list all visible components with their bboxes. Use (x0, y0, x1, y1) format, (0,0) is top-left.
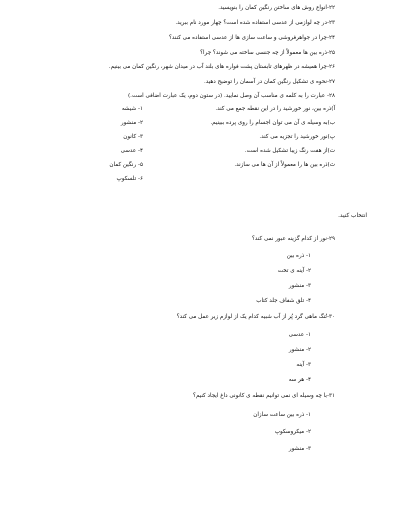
mcq-30-question: ۳۰-تُنگ ماهی گرد پُر از آب شبیه کدام یک از لوازم زیر عمل می کند؟ (176, 314, 335, 320)
mcq-30-option-1: ۱- عدسی (288, 332, 311, 338)
mcq-29-option-1: ۱- ذره بین (286, 253, 311, 259)
mcq-30-option-3: ۳- آینه (296, 362, 311, 368)
matching-term-5: ۵- رنگین کمان (109, 162, 143, 168)
question-23: ۲۳-در چه لوازمی از عدسی استفاده شده است؟ چهار مورد نام ببرید. (175, 20, 335, 26)
matching-phrase-b: ب)به وسیله ی آن می توان اجسام را روی پرده ببینیم. (210, 120, 335, 126)
question-25: ۲۵-ذره بین ها معمولاً از چه جنسی ساخته می شوند؟ چرا؟ (200, 50, 335, 56)
matching-phrase-e: ث)ذره بین ها را معمولاً از آن ها می سازند. (234, 162, 335, 168)
mcq-29-option-3: ۳- منشور (288, 283, 311, 289)
mcq-30-option-4: ۴- هر سه (288, 377, 311, 383)
mcq-29-question: ۲۹-نور از کدام گزینه عبور نمی کند؟ (251, 236, 335, 242)
mcq-31-option-2: ۲- میکروسکوپ (274, 429, 311, 435)
matching-term-1: ۱- شیشه (121, 106, 143, 112)
question-24: ۲۴-چرا در جواهرفروشی و ساعت سازی ها از عدسی استفاده می کنند؟ (168, 35, 335, 41)
matching-term-3: ۳- کانون (123, 134, 143, 140)
matching-phrase-d: ت)از هفت رنگ زیبا تشکیل شده است. (244, 148, 335, 154)
matching-term-6: ۶- تلسکوپ (116, 176, 143, 182)
matching-term-2: ۲- منشور (120, 120, 143, 126)
mcq-31-option-3: ۳- منشور (288, 446, 311, 452)
question-26: ۲۶-چرا همیشه در ظهرهای تابستان پشت فواره های بلند آب در میدان شهر، رنگین کمان می بینیم. (108, 64, 335, 70)
mcq-29-option-2: ۲- آینه ی تخت (277, 268, 311, 274)
matching-phrase-a: آ)ذره بین، نور خورشید را در این نقطه جمع می کند. (215, 106, 335, 112)
question-22: ۲۲-انواع روش های ساختن رنگین کمان را بنویسید. (218, 5, 335, 11)
mcq-29-option-4: ۴- تلق شفاف جلد کتاب (256, 298, 311, 304)
section-title: انتخاب کنید. (338, 213, 367, 219)
mcq-30-option-2: ۲- منشور (288, 347, 311, 353)
matching-term-4: ۴- عدسی (120, 148, 143, 154)
matching-phrase-c: پ)نور خورشید را تجزیه می کند. (259, 134, 335, 140)
mcq-31-question: ۳۱-با چه وسیله ای نمی توانیم نقطه ی کانونی داغ ایجاد کنیم؟ (192, 393, 335, 399)
question-28: ۲۸- عبارت را به کلمه ی مناسب آن وصل نمایید. (در ستون دوم، یک عبارت اضافی است.) (128, 93, 335, 99)
question-27: ۲۷-نحوه ی تشکیل رنگین کمان در آسمان را توضیح دهید. (203, 79, 335, 85)
mcq-31-option-1: ۱- ذره بین ساعت سازان (253, 412, 311, 418)
